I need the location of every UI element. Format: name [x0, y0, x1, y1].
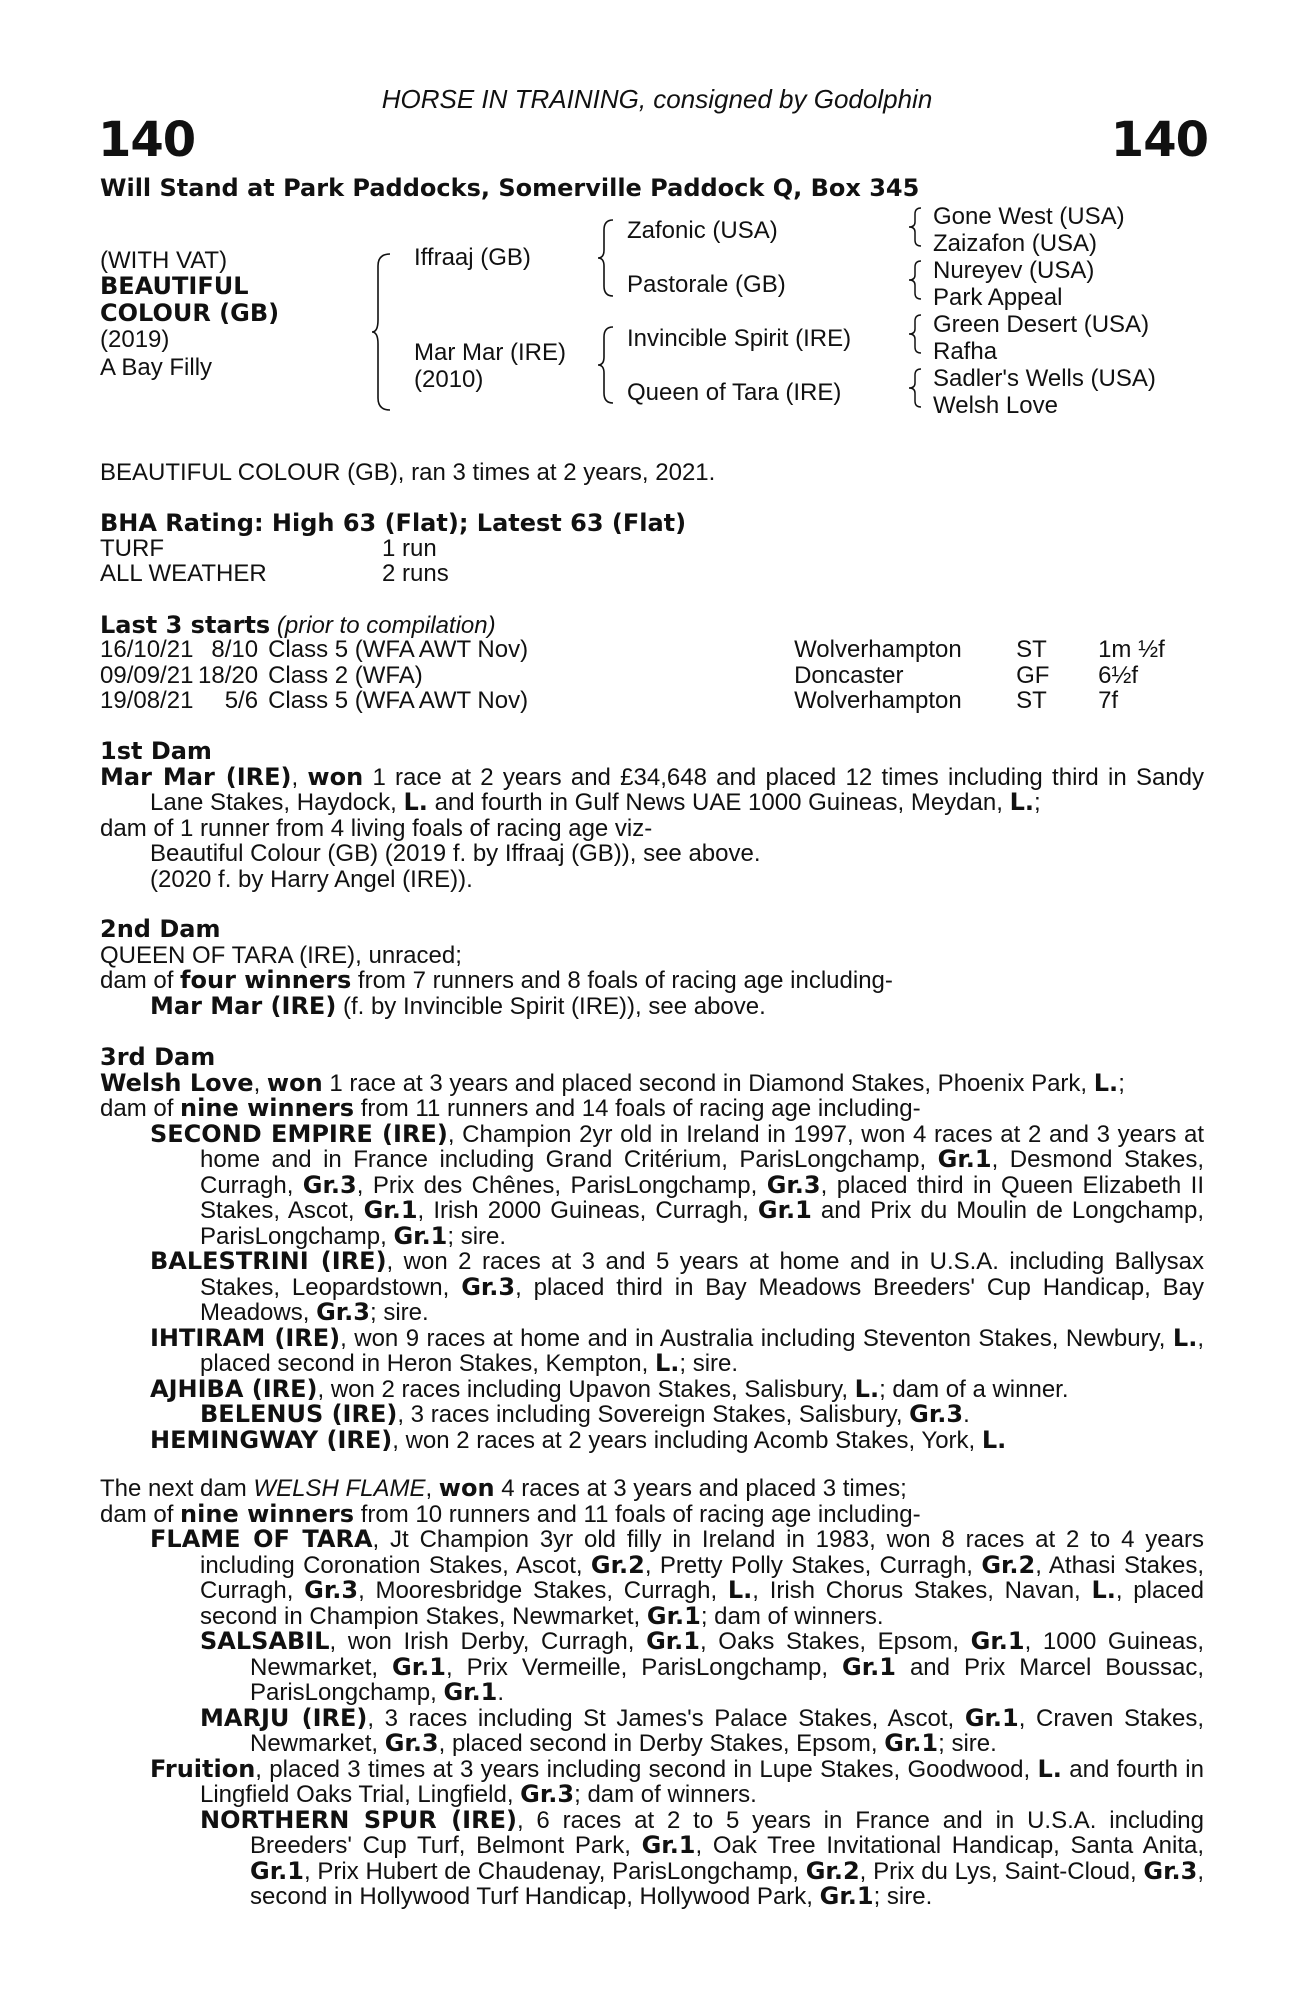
next-dam-section	[100, 1476, 1204, 1910]
start-date: 09/09/21	[100, 661, 194, 689]
table-row	[100, 688, 1165, 714]
second-dam-text: dam of	[100, 967, 181, 994]
first-dam-text: 1 race at 2 years and £34,648 and placed 12 times including third in Sandy Lane Stakes, Haydock,	[150, 763, 1204, 816]
vat-note: (WITH VAT)	[100, 247, 228, 274]
next-dam-text: ,	[425, 1475, 439, 1502]
pedigree-brace-dd	[907, 367, 925, 409]
next-dam-text: from 10 runners and 11 foals of racing age including-	[354, 1500, 921, 1528]
winners-count: nine winners	[180, 1499, 355, 1528]
progeny-entry: SALSABIL, won Irish Derby, Curragh, Gr.1, Oaks Stakes, Epsom, Gr.1, 1000 Guineas, Newmarket, Gr.1, Prix Vermeille, ParisLongchamp, Gr.1 and Prix Marcel Boussac, ParisLongchamp, Gr.1.	[200, 1627, 1204, 1706]
pedigree-brace-dam	[596, 325, 616, 405]
third-dam-text: 1 race at 3 years and placed second in Diamond Stakes, Phoenix Park,	[322, 1069, 1094, 1097]
pedigree-sire: Iffraaj (GB)	[414, 244, 531, 271]
horse-name-line2: COLOUR (GB)	[100, 299, 280, 327]
consignor-line: HORSE IN TRAINING, consigned by Godolphin	[381, 84, 933, 114]
first-dam-record: Mar Mar (IRE), won 1 race at 2 years and £34,648 and placed 12 times including third in Sandy Lane Stakes, Haydock, L. and fourth in Gulf News UAE 1000 Guineas, Meydan, L.;	[100, 762, 1204, 816]
progeny-entry: SECOND EMPIRE (IRE), Champion 2yr old in Ireland in 1997, won 4 races at 2 and 3 years at home and in France including Grand Critérium, ParisLongchamp, Gr.1, Desmond Stakes, Curragh, Gr.3, Prix des Chênes, ParisLongchamp, Gr.3, placed third in Queen Elizabeth II Stakes, Ascot, Gr.1, Irish 2000 Guineas, Curragh, Gr.1 and Prix du Moulin de Longchamp, ParisLongchamp, Gr.1; sire.	[150, 1119, 1205, 1250]
pedigree-brace-ss	[907, 206, 925, 248]
first-dam-foal: Beautiful Colour (GB) (2019 f. by Iffraaj (GB)), see above.	[150, 840, 761, 867]
first-dam-name: Mar Mar (IRE)	[100, 762, 292, 791]
pedigree-dss: Green Desert (USA)	[933, 311, 1150, 338]
pedigree-sire-sire: Zafonic (USA)	[627, 217, 778, 244]
second-dam-heading: 2nd Dam	[100, 915, 221, 943]
progeny-entry: HEMINGWAY (IRE), won 2 races at 2 years including Acomb Stakes, York, L.	[150, 1425, 1007, 1454]
second-dam-section	[100, 917, 1204, 1019]
pedigree-sdd: Park Appeal	[933, 284, 1063, 311]
pedigree-sire-dam: Pastorale (GB)	[627, 271, 786, 298]
start-going: ST	[1016, 687, 1047, 714]
pedigree-dam: Mar Mar (IRE)	[414, 339, 566, 366]
progeny-entry: NORTHERN SPUR (IRE), 6 races at 2 to 5 years in France and in U.S.A. including Breeders' Cup Turf, Belmont Park, Gr.1, Oak Tree Invitational Handicap, Santa Anita, Gr.1, Prix Hubert de Chaudenay, ParisLongchamp, Gr.2, Prix du Lys, Saint-Cloud, Gr.3, second in Hollywood Turf Handicap, Hollywood Park, Gr.1; sire.	[200, 1805, 1205, 1910]
lot-number-left: 140	[98, 112, 196, 168]
stand-location: Will Stand at Park Paddocks, Somerville Paddock Q, Box 345	[100, 174, 920, 202]
second-dam-progeny	[100, 991, 1204, 1020]
next-dam-produce-note	[100, 1499, 1204, 1528]
start-distance: 7f	[1098, 687, 1119, 714]
start-course: Wolverhampton	[794, 687, 962, 714]
next-dam-text: The next dam	[100, 1475, 254, 1502]
horse-name-line1: BEAUTIFUL	[100, 272, 249, 300]
third-dam-section	[100, 1045, 1204, 1453]
listed-mark: L.	[1009, 788, 1034, 816]
start-distance: 6½f	[1098, 661, 1139, 689]
listed-mark: L.	[403, 788, 428, 816]
pedigree-ddd: Welsh Love	[933, 392, 1058, 419]
pedigree-brace-sd	[907, 259, 925, 301]
horse-description: A Bay Filly	[100, 354, 213, 381]
pedigree-dam-sire: Invincible Spirit (IRE)	[627, 325, 852, 352]
race-summary: BEAUTIFUL COLOUR (GB), ran 3 times at 2 years, 2021.	[100, 459, 716, 486]
pedigree-dam-year: (2010)	[414, 366, 484, 393]
pedigree-sds: Nureyev (USA)	[933, 257, 1095, 284]
third-dam-text: ;	[1118, 1069, 1125, 1097]
pedigree-brace-gen1	[370, 252, 394, 412]
second-dam-record: QUEEN OF TARA (IRE), unraced;	[100, 941, 462, 969]
last-starts-table	[100, 637, 1165, 714]
progeny-entry: FLAME OF TARA, Jt Champion 3yr old filly in Ireland in 1983, won 8 races at 2 to 4 years including Coronation Stakes, Ascot, Gr.2, Pretty Polly Stakes, Curragh, Gr.2, Athasi Stakes, Curragh, Gr.3, Mooresbridge Stakes, Curragh, L., Irish Chorus Stakes, Navan, L., placed second in Champion Stakes, Newmarket, Gr.1; dam of winners.	[150, 1525, 1205, 1630]
progeny-entry: BALESTRINI (IRE), won 2 races at 3 and 5 years at home and in U.S.A. including Ballysax Stakes, Leopardstown, Gr.3, placed third in Bay Meadows Breeders' Cup Handicap, Bay Meadows, Gr.3; sire.	[150, 1247, 1205, 1326]
first-dam-won: won	[307, 762, 364, 791]
next-dam-name: WELSH FLAME	[253, 1475, 426, 1502]
last-starts-note: (prior to compilation)	[276, 612, 496, 639]
table-row	[100, 663, 1165, 689]
start-position: 5/6	[224, 687, 259, 714]
first-dam-text: ;	[1033, 789, 1041, 816]
progeny-text: (f. by Invincible Spirit (IRE)), see above.	[336, 992, 766, 1020]
third-dam-produce-note	[100, 1096, 1204, 1122]
start-course: Doncaster	[794, 661, 904, 689]
winners-count: nine winners	[180, 1094, 355, 1122]
next-dam-won: won	[438, 1474, 495, 1502]
first-dam-text: and fourth in Gulf News UAE 1000 Guineas, Meydan,	[427, 789, 1010, 816]
third-dam-text: from 11 runners and 14 foals of racing age including-	[354, 1095, 921, 1122]
third-dam-record: Welsh Love, won 1 race at 3 years and placed second in Diamond Stakes, Phoenix Park, L.;	[100, 1068, 1125, 1097]
start-going: GF	[1016, 661, 1050, 689]
first-dam-produce-note: dam of 1 runner from 4 living foals of racing age viz-	[100, 814, 653, 842]
progeny-name: Mar Mar (IRE)	[150, 991, 337, 1020]
pedigree-sss: Gone West (USA)	[933, 203, 1125, 230]
progeny-entry: BELENUS (IRE), 3 races including Sovereign Stakes, Salisbury, Gr.3.	[200, 1400, 970, 1428]
next-dam-text: 4 races at 3 years and placed 3 times;	[494, 1475, 907, 1502]
progeny-entry: AJHIBA (IRE), won 2 races including Upavon Stakes, Salisbury, L.; dam of a winner.	[150, 1374, 1069, 1403]
progeny-entry: Fruition, placed 3 times at 3 years including second in Lupe Stakes, Goodwood, L. and fourth in Lingfield Oaks Trial, Lingfield, Gr.3; dam of winners.	[150, 1754, 1204, 1808]
start-position: 8/10	[211, 636, 259, 663]
last-starts-title: Last 3 starts	[100, 611, 271, 639]
first-dam-foal: (2020 f. by Harry Angel (IRE)).	[150, 865, 473, 893]
pedigree-dam-dam: Queen of Tara (IRE)	[627, 379, 842, 406]
table-row	[100, 637, 1165, 663]
rating-runs-aw: 2 runs	[382, 560, 449, 587]
next-dam-record	[100, 1476, 1204, 1502]
lot-number-right: 140	[1110, 112, 1208, 168]
horse-year: (2019)	[100, 326, 170, 353]
rating-heading: BHA Rating: High 63 (Flat); Latest 63 (Flat)	[100, 509, 687, 537]
start-date: 16/10/21	[100, 636, 194, 663]
second-dam-text: from 7 runners and 8 foals of racing age including-	[351, 967, 893, 994]
third-dam-heading: 3rd Dam	[100, 1043, 216, 1071]
pedigree-dsd: Rafha	[933, 338, 998, 365]
third-dam-name: Welsh Love	[100, 1068, 254, 1097]
third-dam-text: dam of	[100, 1095, 181, 1122]
listed-mark: L.	[1093, 1068, 1119, 1097]
pedigree-brace-sire	[596, 218, 616, 298]
start-distance: 1m ½f	[1098, 636, 1165, 663]
start-race: Class 2 (WFA)	[268, 661, 423, 689]
start-date: 19/08/21	[100, 687, 194, 714]
start-race: Class 5 (WFA AWT Nov)	[268, 687, 529, 714]
start-course: Wolverhampton	[794, 636, 962, 663]
winners-count: four winners	[180, 966, 352, 994]
progeny-entry: IHTIRAM (IRE), won 9 races at home and in Australia including Steventon Stakes, Newbury, L., placed second in Heron Stakes, Kempton, L.; sire.	[150, 1323, 1204, 1377]
second-dam-produce-note	[100, 968, 1204, 994]
first-dam-section	[100, 739, 1204, 892]
start-position: 18/20	[198, 661, 259, 689]
start-going: ST	[1016, 636, 1047, 663]
first-dam-heading: 1st Dam	[100, 737, 212, 765]
next-dam-text: dam of	[100, 1500, 181, 1528]
third-dam-won: won	[266, 1068, 323, 1097]
rating-runs-turf: 1 run	[382, 535, 437, 562]
rating-surface-turf: TURF	[100, 535, 164, 562]
progeny-entry: MARJU (IRE), 3 races including St James's Palace Stakes, Ascot, Gr.1, Craven Stakes, Newmarket, Gr.3, placed second in Derby Stakes, Epsom, Gr.1; sire.	[200, 1703, 1204, 1757]
rating-surface-aw: ALL WEATHER	[100, 560, 267, 587]
start-race: Class 5 (WFA AWT Nov)	[268, 636, 529, 663]
pedigree-dds: Sadler's Wells (USA)	[933, 365, 1156, 392]
pedigree-brace-ds	[907, 313, 925, 355]
pedigree-ssd: Zaizafon (USA)	[933, 230, 1098, 257]
